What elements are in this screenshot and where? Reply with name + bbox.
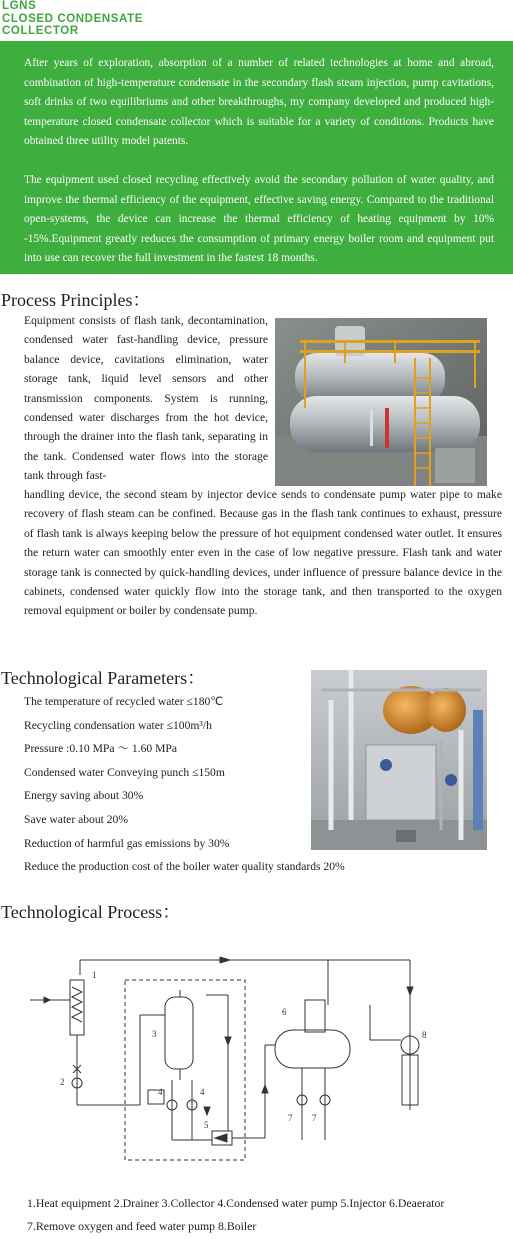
- diagram-label: 2: [60, 1077, 65, 1087]
- technological-process-title: Technological Process：: [1, 902, 181, 922]
- intro-paragraph-2: The equipment used closed recycling effectively avoid the secondary pollution of water quality, and improve the thermal efficiency of the equipment, effective saving energy. Compared to the traditional open-systems, the device can increase the thermal efficiency of heating equipment by 10% -15%.Equipment greatly reduces the consumption of primary energy boiler room and equipment put into use can recover the full investment in the fastest 18 months.: [24, 174, 494, 264]
- intro-paragraph-1: After years of exploration, absorption of a number of related technologies at home and abroad, combination of high-temperature condensate in the secondary flash steam injection, pump cavitations, soft drinks of two equilibriums and other breakthroughs, my company developed and produced high-temperature closed condensate collector which is suitable for a variety of conditions. Products have obtained three utility model patents.: [24, 57, 494, 147]
- header-line-3: COLLECTOR: [2, 25, 79, 37]
- diagram-label: 1: [92, 970, 97, 980]
- parameter-item: Energy saving about 30%: [24, 789, 144, 803]
- parameter-item: Save water about 20%: [24, 812, 128, 826]
- diagram-label: 7: [288, 1113, 293, 1123]
- header-line-2: CLOSED CONDENSATE: [2, 12, 143, 25]
- process-principles-title: Process Principles：: [1, 290, 151, 310]
- diagram-label: 4: [158, 1087, 163, 1097]
- parameters-list: [24, 690, 345, 879]
- parameter-item: Condensed water Conveying punch ≤150m: [24, 765, 225, 779]
- flash-tank-photo: [275, 318, 487, 486]
- process-flow-diagram: [30, 935, 480, 1175]
- parameter-item: The temperature of recycled water ≤180℃: [24, 695, 224, 708]
- diagram-label: 3: [152, 1029, 157, 1039]
- diagram-label: 7: [312, 1113, 317, 1123]
- intro-panel: [0, 41, 513, 274]
- diagram-label: 6: [282, 1007, 287, 1017]
- process-legend-line-1: 1.Heat equipment 2.Drainer 3.Collector 4.Condensed water pump 5.Injector 6.Deaerator: [27, 1196, 445, 1210]
- technological-parameters-title: Technological Parameters：: [1, 668, 206, 688]
- process-principles-text-bottom: handling device, the second steam by injector device sends to condensate pump water pipe to make recovery of flash steam can be confined. Because gas in the flash tank continues to exhaust, pressure of flash tank is always keeping below the pressure of hot equipment condensed water outlet. It ensures the return water can smoothly enter even in the case of low negative pressure. Flash tank and water storage tank is connected by quick-handling devices, under influence of pressure balance device in the cabinets, condensed water quickly flow into the storage tank, and then transported to the oxygen removal equipment or boiler by condensate pump.: [24, 488, 502, 618]
- diagram-label: 4: [200, 1087, 205, 1097]
- parameter-item: Recycling condensation water ≤100m³/h: [24, 718, 212, 732]
- process-legend-line-2: 7.Remove oxygen and feed water pump 8.Boiler: [27, 1219, 257, 1233]
- parameter-item: Pressure :0.10 MPa ～ 1.60 MPa: [24, 742, 177, 756]
- equipment-room-photo: [311, 670, 487, 850]
- diagram-label: 8: [422, 1030, 427, 1040]
- parameter-item: Reduction of harmful gas emissions by 30%: [24, 836, 230, 850]
- parameter-item: Reduce the production cost of the boiler water quality standards 20%: [24, 860, 345, 874]
- header-line-1: LGNS: [2, 0, 37, 12]
- process-principles-text-top: Equipment consists of flash tank, decontamination, condensed water fast-handling device, pressure balance device, cavitations elimination, water storage tank, liquid level sensors and other transmission components. System is running, condensed water discharges from the hot device, through the drainer into the flash tank, separating in the tank. Condensed water flows into the storage tank through fast-: [24, 314, 268, 483]
- diagram-label: 5: [204, 1120, 209, 1130]
- brand-header: [2, 0, 143, 38]
